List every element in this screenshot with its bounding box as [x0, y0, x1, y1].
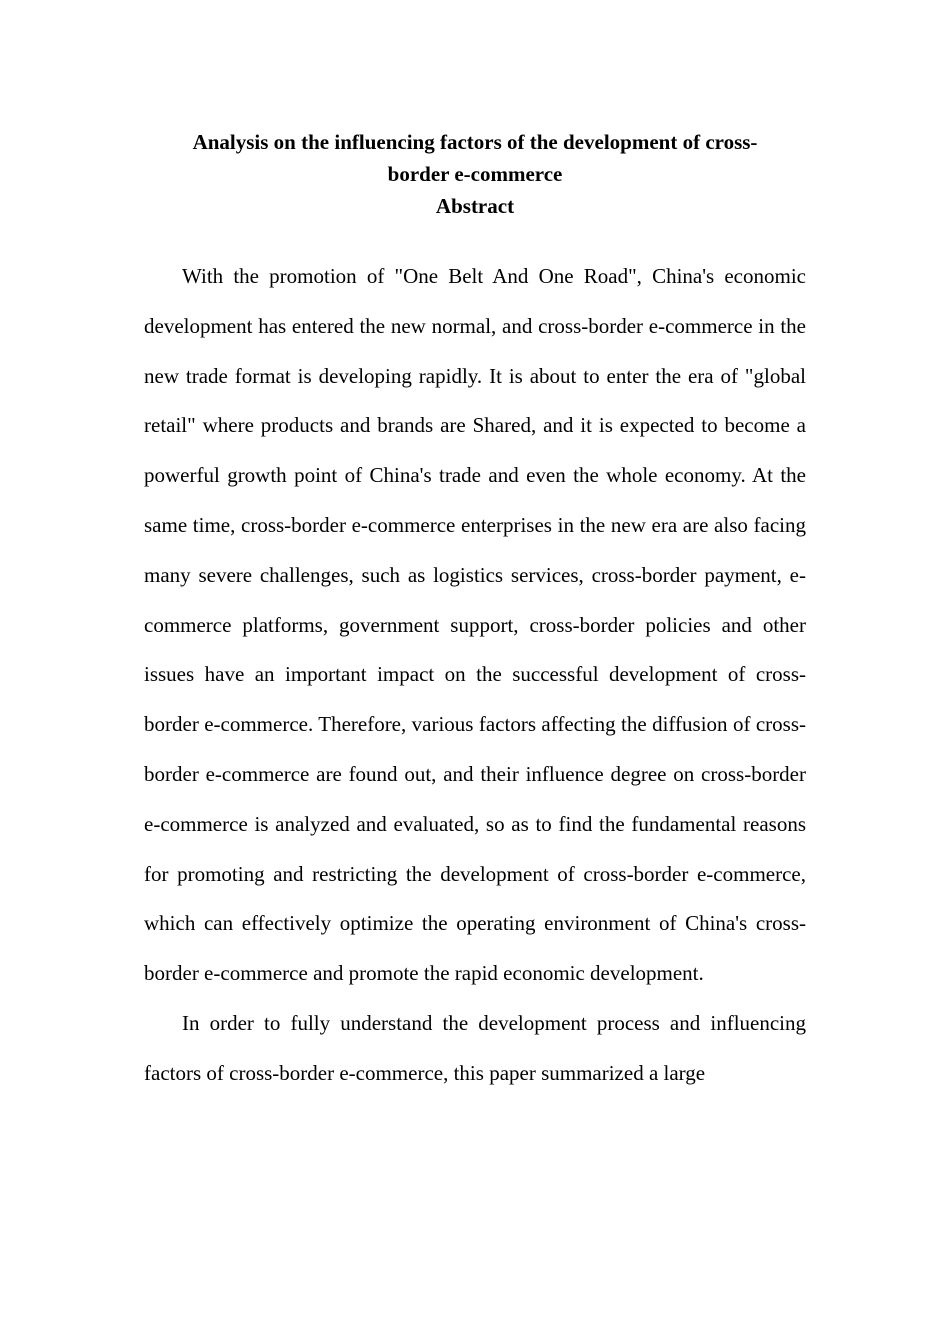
abstract-body	[144, 252, 806, 1099]
abstract-paragraph-2: In order to fully understand the development process and influencing factors of cross-border e-commerce, this paper summarized a large	[144, 1010, 806, 1085]
abstract-heading: Abstract	[435, 194, 515, 218]
abstract-paragraph-1: With the promotion of "One Belt And One Road", China's economic development has entered the new normal, and cross-border e-commerce in the new trade format is developing rapidly. It is about to enter the era of "global retail" where products and brands are Shared, and it is expected to become a powerful growth point of China's trade and even the whole economy. At the same time, cross-border e-commerce enterprises in the new era are also facing many severe challenges, such as logistics services, cross-border payment, e-commerce platforms, government support, cross-border policies and other issues have an important impact on the successful development of cross-border e-commerce. Therefore, various factors affecting the diffusion of cross-border e-commerce are found out, and their influence degree on cross-border e-commerce is analyzed and evaluated, so as to find the fundamental reasons for promoting and restricting the development of cross-border e-commerce, which can effectively optimize the operating environment of China's cross-border e-commerce and promote the rapid economic development.	[144, 264, 806, 986]
document-title-line-2: border e-commerce	[387, 162, 563, 186]
title-block	[144, 126, 806, 222]
document-title-line-1: Analysis on the influencing factors of the development of cross-	[192, 130, 758, 154]
